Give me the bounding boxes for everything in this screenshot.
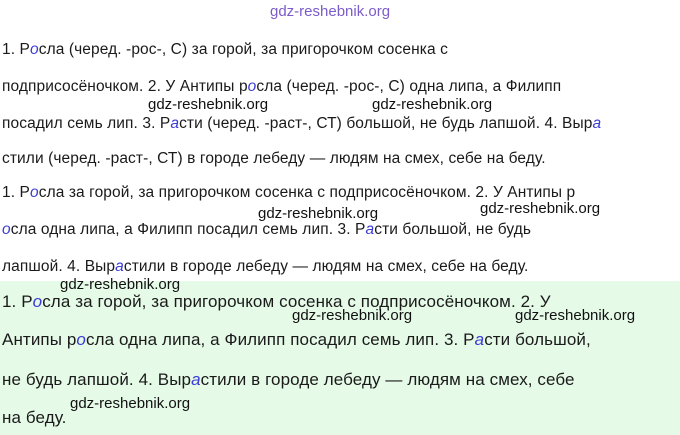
watermark: gdz-reshebnik.org — [480, 200, 601, 217]
p3-line-3: не будь лапшой. 4. Вырастили в городе лебеду — людям на смех, себе — [2, 370, 575, 389]
watermark-top: gdz-reshebnik.org — [270, 3, 391, 20]
p2-line-2: осла одна липа, а Филипп посадил семь лип. 3. Расти большой, не будь — [2, 221, 532, 238]
watermark: gdz-reshebnik.org — [60, 276, 181, 293]
p2-line-3: лапшой. 4. Вырастили в городе лебеду — людям на смех, себе на беду. — [2, 258, 529, 275]
p1-line-1: 1. Росла (черед. -рос-, С) за горой, за пригорочком сосенка с — [2, 41, 448, 58]
p2-line-1: 1. Росла за горой, за пригорочком сосенка с подприсосёночком. 2. У Антипы р — [2, 184, 576, 201]
watermark: gdz-reshebnik.org — [258, 205, 379, 222]
watermark: gdz-reshebnik.org — [148, 96, 269, 113]
watermark: gdz-reshebnik.org — [292, 307, 413, 324]
watermark: gdz-reshebnik.org — [372, 96, 493, 113]
watermark: gdz-reshebnik.org — [70, 395, 191, 412]
watermark: gdz-reshebnik.org — [515, 307, 636, 324]
p1-line-3: посадил семь лип. 3. Расти (черед. -раст-, СТ) большой, не будь лапшой. 4. Выра — [2, 115, 602, 132]
p1-line-4: стили (черед. -раст-, СТ) в городе лебеду — людям на смех, себе на беду. — [2, 150, 546, 167]
p3-line-1: 1. Росла за горой, за пригорочком сосенка с подприсосёночком. 2. У — [2, 292, 551, 311]
p1-line-2: подприсосёночком. 2. У Антипы росла (черед. -рос-, С) одна липа, а Филипп — [2, 78, 562, 95]
p3-line-2: Антипы росла одна липа, а Филипп посадил семь лип. 3. Расти большой, — [2, 330, 591, 349]
p3-line-4: на беду. — [2, 408, 67, 427]
